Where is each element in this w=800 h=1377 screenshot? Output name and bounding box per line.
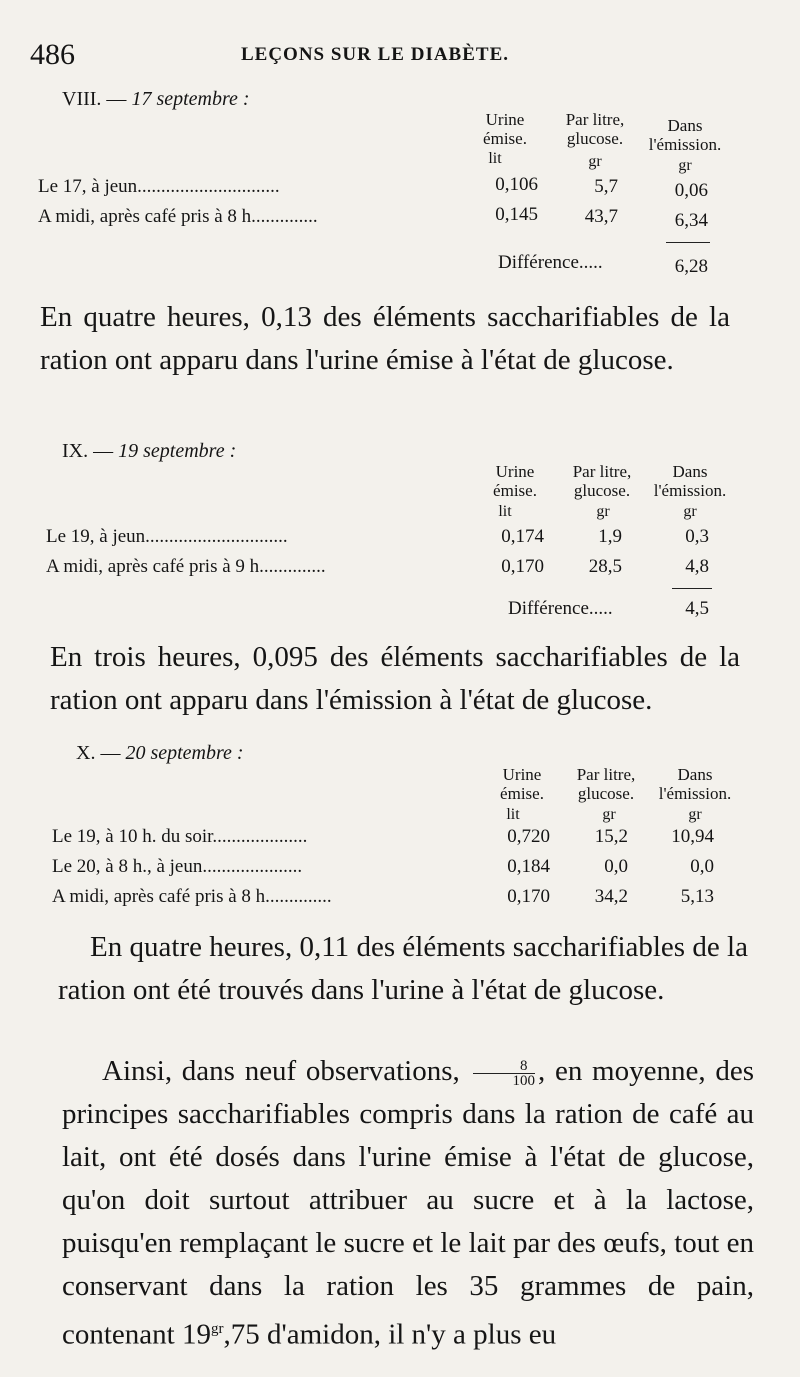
table-cell: 28,5 xyxy=(588,556,622,577)
table-cell: 0,145 xyxy=(495,204,538,225)
table-cell: 5,13 xyxy=(680,886,714,907)
unit-label: gr xyxy=(602,806,616,823)
table-cell: 0,0 xyxy=(690,856,714,877)
table-cell: 0,184 xyxy=(507,856,550,877)
unit-label: gr xyxy=(683,503,697,520)
sum-rule xyxy=(672,588,712,589)
table-cell: 5,7 xyxy=(594,176,618,197)
table-row-label: Le 19, à jeun.............................. xyxy=(46,526,288,547)
table-cell: 34,2 xyxy=(594,886,628,907)
difference-value: 6,28 xyxy=(674,256,708,277)
unit-label: gr xyxy=(678,157,692,174)
column-header-glucose: Par litre, glucose. xyxy=(565,110,625,148)
table-cell: 0,170 xyxy=(501,556,544,577)
page-header xyxy=(30,38,760,78)
table-cell: 0,0 xyxy=(604,856,628,877)
unit-label: lit xyxy=(498,503,512,520)
difference-label: Différence..... xyxy=(508,598,613,619)
paragraph: Ainsi, dans neuf observations, $\frac{8}{100}$ , en moyenne, des principes saccharifiables compris dans la ration de café au lait, ont été dosés dans l'urine émise à l'état de glucose, qu'on doit surtout attribuer au sucre et à la lactose, puisqu'en remplaçant le sucre et le lait par des œufs, tout en conservant dans la ration les 35 grammes de pain, contenant $19^{gr},75$ d'amidon, il n'y a plus eu xyxy=(62,1055,754,1351)
column-header-emission: Dans l'émission. xyxy=(653,462,727,500)
fraction: $\frac{8}{100}$ xyxy=(473,1059,536,1088)
column-header-glucose: Par litre, glucose. xyxy=(576,765,636,803)
unit-label: lit xyxy=(488,150,502,167)
column-header-emission: Dans l'émission. xyxy=(658,765,732,803)
table-row-label: A midi, après café pris à 9 h.............. xyxy=(46,556,326,577)
column-header-urine: Urine émise. xyxy=(500,765,544,803)
table-cell: 0,170 xyxy=(507,886,550,907)
sum-rule xyxy=(666,242,710,243)
section-title: IX. — 19 septembre : xyxy=(62,440,237,462)
unit-label: gr xyxy=(596,503,610,520)
table-row-label: Le 17, à jeun.............................. xyxy=(38,176,280,197)
table-cell: 6,34 xyxy=(674,210,708,231)
table-cell: 0,720 xyxy=(507,826,550,847)
table-cell: 0,06 xyxy=(674,180,708,201)
running-head: LEÇONS SUR LE DIABÈTE. xyxy=(240,44,510,65)
column-header-urine: Urine émise. xyxy=(483,110,527,148)
page-number: 486 xyxy=(30,38,75,71)
table-cell: 4,8 xyxy=(685,556,709,577)
table-row-label: Le 19, à 10 h. du soir.................... xyxy=(52,826,308,847)
difference-value: 4,5 xyxy=(685,598,709,619)
section-title: X. — 20 septembre : xyxy=(76,742,244,764)
column-header-urine: Urine émise. xyxy=(493,462,537,500)
paragraph: En trois heures, 0,095 des éléments saccharifiables de la ration ont apparu dans l'émission à l'état de glucose. xyxy=(50,641,740,716)
section-title: VIII. — 17 septembre : xyxy=(62,88,250,110)
table-row-label: Le 20, à 8 h., à jeun..................... xyxy=(52,856,303,877)
paragraph: En quatre heures, 0,13 des éléments saccharifiables de la ration ont apparu dans l'urine émise à l'état de glucose. xyxy=(40,301,730,376)
unit-label: gr xyxy=(588,153,602,170)
table-cell: 15,2 xyxy=(594,826,628,847)
table-row-label: A midi, après café pris à 8 h.............. xyxy=(38,206,318,227)
table-cell: 0,3 xyxy=(685,526,709,547)
column-header-glucose: Par litre, glucose. xyxy=(572,462,632,500)
unit-label: gr xyxy=(688,806,702,823)
table-cell: 1,9 xyxy=(598,526,622,547)
difference-label: Différence..... xyxy=(498,252,603,273)
table-cell: 0,106 xyxy=(495,174,538,195)
table-cell: 43,7 xyxy=(584,206,618,227)
table-row-label: A midi, après café pris à 8 h.............. xyxy=(52,886,332,907)
table-cell: 10,94 xyxy=(671,826,714,847)
paragraph: En quatre heures, 0,11 des éléments saccharifiables de la ration ont été trouvés dans l'urine à l'état de glucose. xyxy=(58,931,748,1006)
column-header-emission: Dans l'émission. xyxy=(648,116,722,154)
table-cell: 0,174 xyxy=(501,526,544,547)
unit-label: lit xyxy=(506,806,520,823)
